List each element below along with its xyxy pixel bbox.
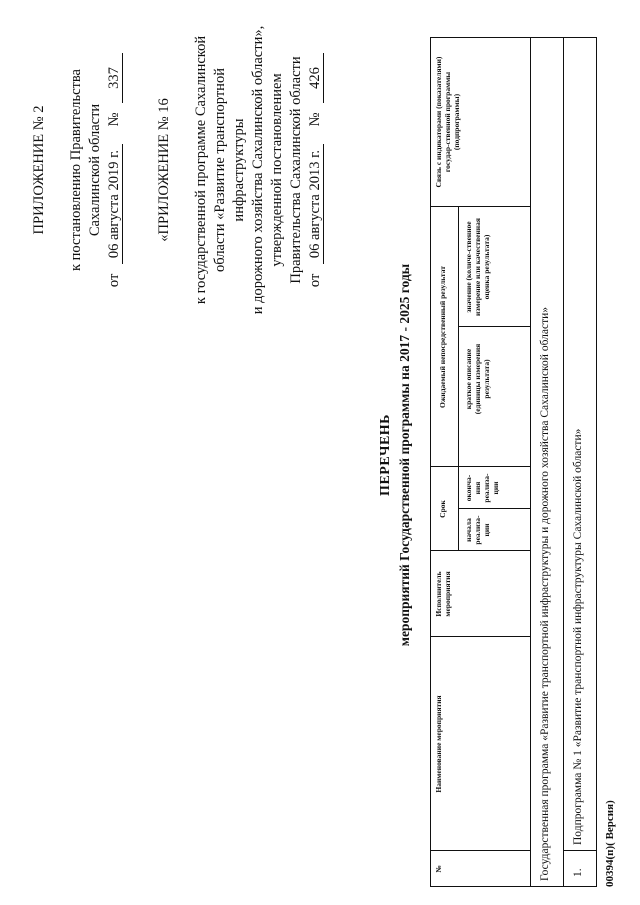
- appendix-line-2: Сахалинской области: [87, 103, 103, 237]
- appendix-title: ПРИЛОЖЕНИЕ № 2: [31, 105, 47, 235]
- attachment-from-label: от: [307, 273, 323, 288]
- attachment-line-5: Правительства Сахалинской области: [288, 56, 304, 284]
- appendix-line-1: к постановлению Правительства: [68, 69, 84, 271]
- col-header-term: Срок: [438, 500, 447, 518]
- col-header-term-end: оконча-ния реализа-ции: [464, 473, 500, 503]
- attachment-title: «ПРИЛОЖЕНИЕ № 16: [156, 98, 172, 242]
- appendix-header: [30, 25, 124, 315]
- appendix-no-label: №: [106, 112, 122, 127]
- measures-table: [430, 37, 596, 887]
- col-header-result-value: значение (количе-ственное измерение или качественная оценка результата): [464, 218, 491, 316]
- attachment-number: 426: [307, 53, 324, 103]
- col-header-executor: Исполнитель мероприятия: [434, 571, 452, 617]
- appendix-date: 06 августа 2019 г.: [106, 144, 123, 264]
- col-header-name: Наименование мероприятия: [434, 695, 443, 793]
- col-header-term-start: начала реализа-ции: [464, 515, 491, 545]
- attachment-no-label: №: [307, 112, 323, 127]
- attachment-line-1: к государственной программе Сахалинской: [193, 35, 209, 305]
- appendix-from-label: от: [106, 273, 122, 288]
- subprogram-row-label: Подпрограмма № 1 «Развитие транспортной инфраструктуры Сахалинской области»: [572, 428, 584, 845]
- appendix-number: 337: [106, 53, 123, 103]
- col-header-link: Связь с индикаторами (показателями) государ-ственной программы (подпрограммы): [434, 56, 461, 188]
- attachment-line-2: области «Развитие транспортной инфраструктуры: [212, 68, 247, 272]
- document-heading: ПЕРЕЧЕНЬ: [378, 414, 393, 496]
- col-header-num: №: [434, 865, 443, 873]
- attachment-date: 06 августа 2013 г.: [307, 144, 324, 264]
- document-footer-code: 00394(п)( Версия): [604, 800, 616, 887]
- attachment-line-3: и дорожного хозяйства Сахалинской области»,: [250, 25, 266, 315]
- attachment-line-4: утвержденной постановлением: [269, 73, 285, 267]
- attachment-date-line: [306, 25, 325, 315]
- subprogram-row-num: 1.: [572, 868, 584, 877]
- col-header-result-desc: краткое описание (единицы измерения результата): [464, 343, 491, 415]
- document-subheading: мероприятий Государственной программы на 2017 - 2025 годы: [397, 263, 412, 647]
- program-row-label: Государственная программа «Развитие транспортной инфраструктуры и дорожного хозяйства Сахалинской области»: [539, 306, 551, 881]
- col-header-result: Ожидаемый непосредственный результат: [438, 266, 447, 408]
- attachment-header: [155, 25, 325, 315]
- appendix-date-line: [105, 25, 124, 315]
